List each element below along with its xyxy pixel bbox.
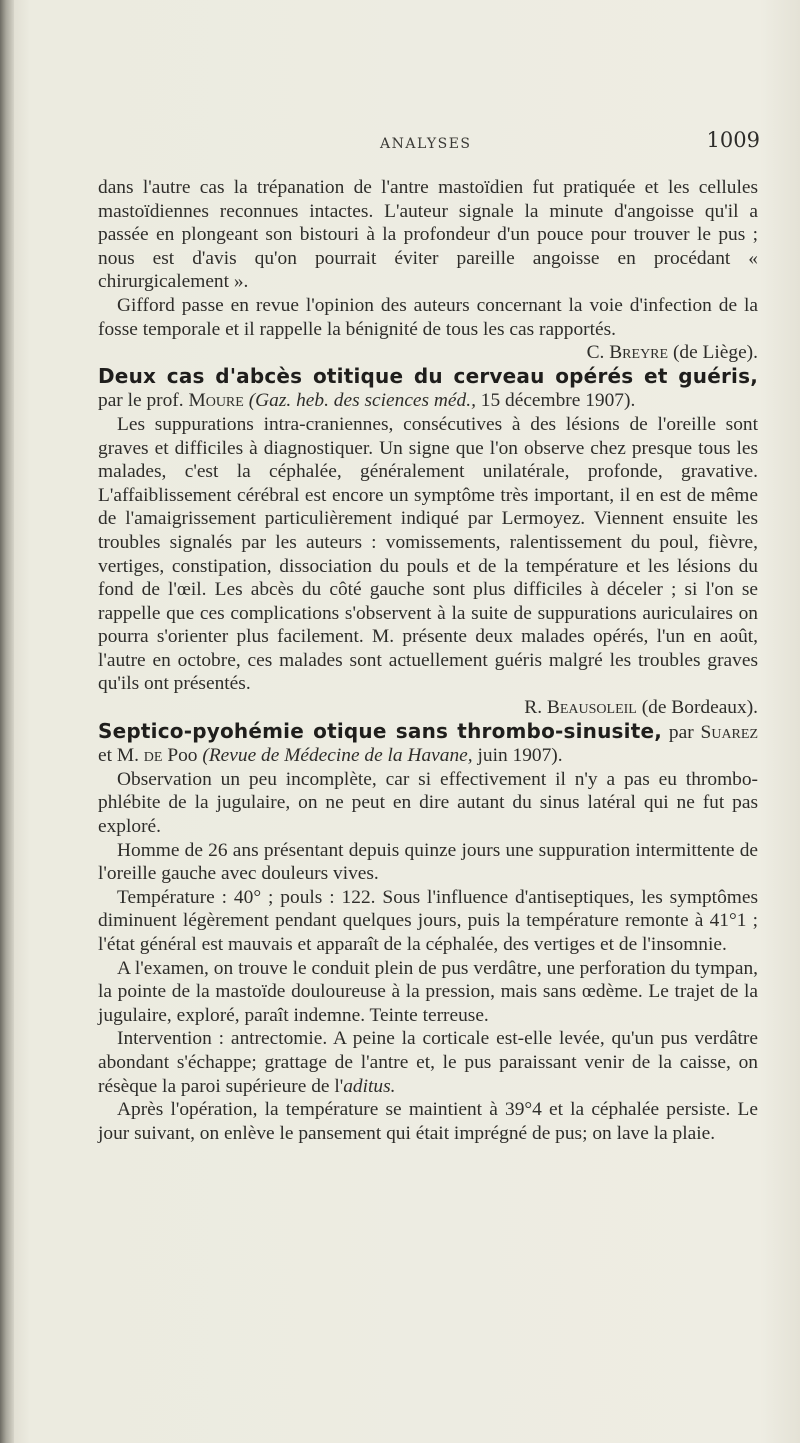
paragraph: A l'examen, on trouve le conduit plein de pus verdâtre, une perforation du tympan, la pointe de la mastoïde douloureuse à la pression, mais sans œdème. Le trajet de la jugulaire, exploré, paraît indemne. Teinte terreuse. [98,957,758,1026]
article-author: Moure [188,390,244,412]
reviewer-signature [98,341,758,365]
article-heading [98,720,758,768]
reviewer-place: (de Bordeaux). [641,697,758,719]
paragraph: Température : 40° ; pouls : 122. Sous l'influence d'antiseptiques, les symptômes diminuent légèrement pendant quelques jours, puis la température remonte à 41°1 ; l'état général est mauvais et apparaît de la céphalée, des vertiges et de l'insomnie. [98,886,758,955]
running-head: ANALYSES [380,136,472,152]
paragraph: Homme de 26 ans présentant depuis quinze jours une suppuration intermittente de l'oreille gauche avec douleurs vives. [98,839,758,885]
article-source: (Gaz. heb. des sciences méd., [248,390,476,412]
article-date: 15 décembre 1907). [480,390,636,412]
reviewer-name: R. Beausoleil [524,697,637,719]
page-number: 1009 [706,128,760,152]
page-header [95,128,760,158]
article-heading [98,365,758,413]
article-by: par le prof. [98,390,184,412]
article-conjunction: et M. [98,745,139,767]
paragraph: Gifford passe en revue l'opinion des auteurs concernant la voie d'infection de la fosse temporale et il rappelle la bénignité de tous les cas rapportés. [98,294,758,340]
article-author: Suarez [700,721,758,743]
article-author-prefix: de [143,745,163,767]
paragraph [98,1027,758,1098]
paragraph: Les suppurations intra-craniennes, consécutives à des lésions de l'oreille sont graves et difficiles à diagnostiquer. Un signe que l'on observe chez presque tous les malades, c'est la céphalée, généralement unilatérale, profonde, gravative. L'affaiblissement cérébral est encore un symptôme très important, il en est de même de l'amaigrissement particulièrement indiqué par Lermoyez. Viennent ensuite les troubles signalés par les auteurs : vomissements, ralentissement du poul, fièvre, vertiges, constipation, dissociation du pouls et de la température et les lésions du fond de l'œil. Les abcès du côté gauche sont plus difficiles à déceler ; si l'on se rappelle que ces complications s'observent à la suite de suppurations auriculaires on pourra s'orienter plus facilement. M. présente deux malades opérés, l'un en août, l'autre en octobre, ces malades sont actuellement guéris malgré les troubles graves qu'ils ont présentés. [98,413,758,695]
article-title: Septico-pyohémie otique sans thrombo-sinusite, [98,718,663,743]
paragraph-text: Intervention : antrectomie. A peine la corticale est-elle levée, qu'un pus verdâtre abondant s'échappe; grattage de l'antre et, le pus paraissant venir de la caisse, on résèque la paroi supérieure de l' [98,1028,758,1097]
reviewer-place: (de Liège). [672,342,758,364]
paragraph-italic: aditus. [343,1075,396,1097]
article-date: juin 1907). [477,745,563,767]
paragraph: Observation un peu incomplète, car si effectivement il n'y a pas eu thrombo-phlébite de la jugulaire, on ne peut en dire autant du sinus latéral qui ne fut pas exploré. [98,768,758,838]
article-title: Deux cas d'abcès otitique du cerveau opérés et guéris, [98,363,758,388]
paragraph: dans l'autre cas la trépanation de l'antre mastoïdien fut pratiquée et les cellules mastoïdiennes reconnues intactes. L'auteur signale la minute d'angoisse qu'il a passée en plongeant son bistouri à la profondeur d'un pouce pour trouver le pus ; nous est d'avis qu'on pourrait éviter pareille angoisse en procédant « chirurgicalement ». [98,177,758,293]
reviewer-name: C. Breyre [586,342,669,364]
page-binding-edge [0,0,14,1443]
body-text [98,176,758,1145]
article-source: (Revue de Médecine de la Havane, [202,745,473,767]
article-by: par [668,721,694,743]
reviewer-signature [98,696,758,720]
article-author: Poo [167,745,198,767]
paragraph: Après l'opération, la température se maintient à 39°4 et la céphalée persiste. Le jour suivant, on enlève le pansement qui était imprégné de pus; on lave la plaie. [98,1099,758,1144]
